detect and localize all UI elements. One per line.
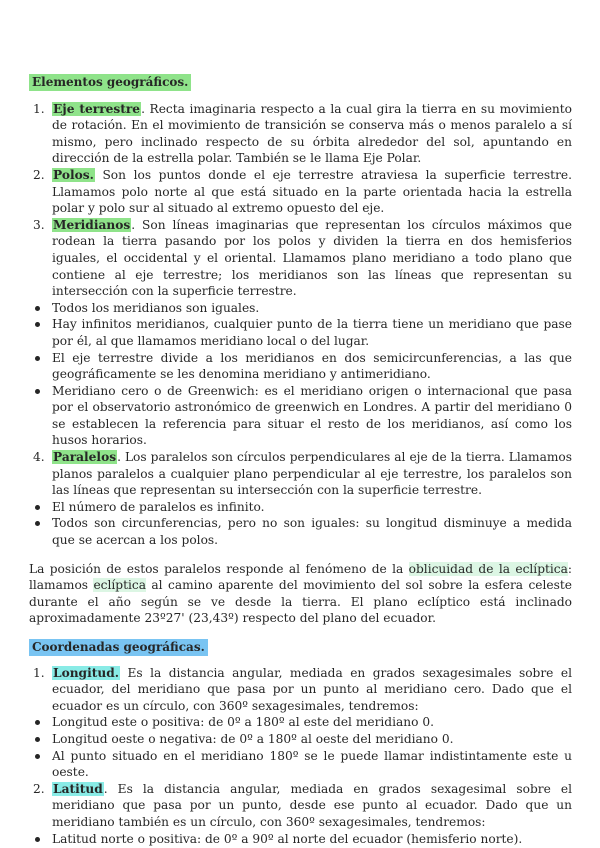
term-polos: Polos. [53, 167, 94, 182]
list-number: 2. [33, 781, 45, 796]
bullet-text: El número de paralelos es infinito. [52, 499, 265, 514]
bullet-dot-icon [35, 356, 40, 361]
bullet-item [29, 831, 572, 848]
document-content [29, 74, 572, 847]
item-text: . Es la distancia angular, mediada en grados sexagesimal sobre el meridiano que pasa por un punto, desde ese punto al ecuador. Dado que un meridiano también es un círculo, con 360º sexagesimales, tendremos: [52, 781, 572, 829]
bullet-item [29, 731, 572, 748]
term-longitud: Longitud. [53, 665, 119, 680]
bullet-dot-icon [35, 521, 40, 526]
list-number: 2. [33, 167, 45, 182]
bullet-text: Todos son circunferencias, pero no son iguales: su longitud disminuye a medida que se acercan a los polos. [52, 516, 572, 548]
bullet-dot-icon [35, 505, 40, 510]
list-number: 1. [33, 665, 45, 680]
bullet-item [29, 350, 572, 383]
bullet-text: Todos los meridianos son iguales. [52, 300, 260, 315]
bullet-item [29, 316, 572, 349]
paragraph-text: al camino aparente del movimiento del sol sobre la esfera celeste durante el año según se ve desde la tierra. El plano eclíptico está inclinado aproximadamente 23º27' (23,43º) respecto del plano del ecuador. [29, 578, 572, 626]
list-number: 1. [33, 101, 45, 116]
ecliptica-paragraph [29, 561, 572, 627]
bullet-dot-icon [35, 306, 40, 311]
bullet-dot-icon [35, 837, 40, 842]
term-eje-terrestre: Eje terrestre [53, 101, 141, 116]
bullet-text: Longitud oeste o negativa: de 0º a 180º al oeste del meridiano 0. [52, 731, 454, 746]
item-text: . Los paralelos son círculos perpendiculares al eje de la tierra. Llamamos planos paralelos a cualquier plano perpendicular al eje terrestre, los paralelos son las líneas que representan su intersección con la superficie terrestre. [52, 450, 572, 498]
paragraph-text: : llamamos [29, 561, 572, 593]
bullet-dot-icon [35, 322, 40, 327]
item-text: Es la distancia angular, mediada en grados sexagesimales sobre el ecuador, del meridiano que pasa por un punto al meridiano cero. Dado que el ecuador es un círculo, con 360º sexagesimales, tendremos: [52, 665, 572, 713]
highlight-ecliptica: eclíptica [93, 578, 146, 593]
list-item-eje [29, 101, 572, 167]
bullet-text: Meridiano cero o de Greenwich: es el meridiano origen o internacional que pasa por el observatorio astronómico de greenwich en Londres. A partir del meridiano 0 se establecen la referencia para situar el resto de los meridianos, así como los husos horarios. [52, 383, 572, 448]
bullet-item [29, 499, 572, 516]
section-heading-coordenadas: Coordenadas geográficas. [29, 639, 208, 656]
bullet-dot-icon [35, 737, 40, 742]
bullet-dot-icon [35, 389, 40, 394]
list-item-latitud [29, 781, 572, 831]
bullet-text: El eje terrestre divide a los meridianos en dos semicircunferencias, a las que geográficamente se les denomina meridiano y antimeridiano. [52, 350, 572, 382]
term-latitud: Latitud [53, 781, 103, 796]
list-item-polos [29, 167, 572, 217]
bullet-dot-icon [35, 720, 40, 725]
list-item-meridianos [29, 217, 572, 300]
bullet-dot-icon [35, 754, 40, 759]
section-heading-elementos: Elementos geográficos. [29, 74, 191, 91]
bullet-item [29, 515, 572, 548]
bullet-item [29, 748, 572, 781]
list-item-longitud [29, 665, 572, 715]
list-number: 3. [33, 217, 45, 232]
item-text: Son los puntos donde el eje terrestre atraviesa la superficie terrestre. Llamamos polo norte al que está situado en la parte orientada hacia la estrella polar y polo sur al situado al extremo opuesto del eje. [52, 167, 572, 216]
bullet-item [29, 300, 572, 317]
bullet-item [29, 383, 572, 449]
bullet-text: Latitud norte o positiva: de 0º a 90º al norte del ecuador (hemisferio norte). [52, 831, 523, 846]
bullet-text: Al punto situado en el meridiano 180º se le puede llamar indistintamente este u oeste. [52, 748, 572, 780]
item-text: . Son líneas imaginarias que representan los círculos máximos que rodean la tierra pasando por los polos y dividen la tierra en dos hemisferios iguales, el occidental y el oriental. Llamamos plano meridiano a todo plano que contiene al eje terrestre; los meridianos son las líneas que representan su intersección con la superficie terrestre. [52, 217, 572, 299]
item-text: . Recta imaginaria respecto a la cual gira la tierra en su movimiento de rotación. En el movimiento de transición se conserva más o menos paralelo a sí mismo, pero inclinado respecto de su órbita alrededor del sol, apuntando en dirección de la estrella polar. También se le llama Eje Polar. [52, 101, 572, 166]
list-item-paralelos [29, 449, 572, 499]
highlight-oblicuidad: oblicuidad de la eclíptica [408, 561, 568, 576]
bullet-text: Hay infinitos meridianos, cualquier punto de la tierra tiene un meridiano que pase por él, al que llamamos meridiano local o del lugar. [52, 317, 572, 348]
bullet-item [29, 714, 572, 731]
list-number: 4. [33, 450, 45, 465]
bullet-text: Longitud este o positiva: de 0º a 180º al este del meridiano 0. [52, 715, 434, 730]
paragraph-text: La posición de estos paralelos responde al fenómeno de la [29, 561, 409, 576]
term-meridianos: Meridianos [53, 217, 131, 232]
term-paralelos: Paralelos [53, 450, 117, 465]
